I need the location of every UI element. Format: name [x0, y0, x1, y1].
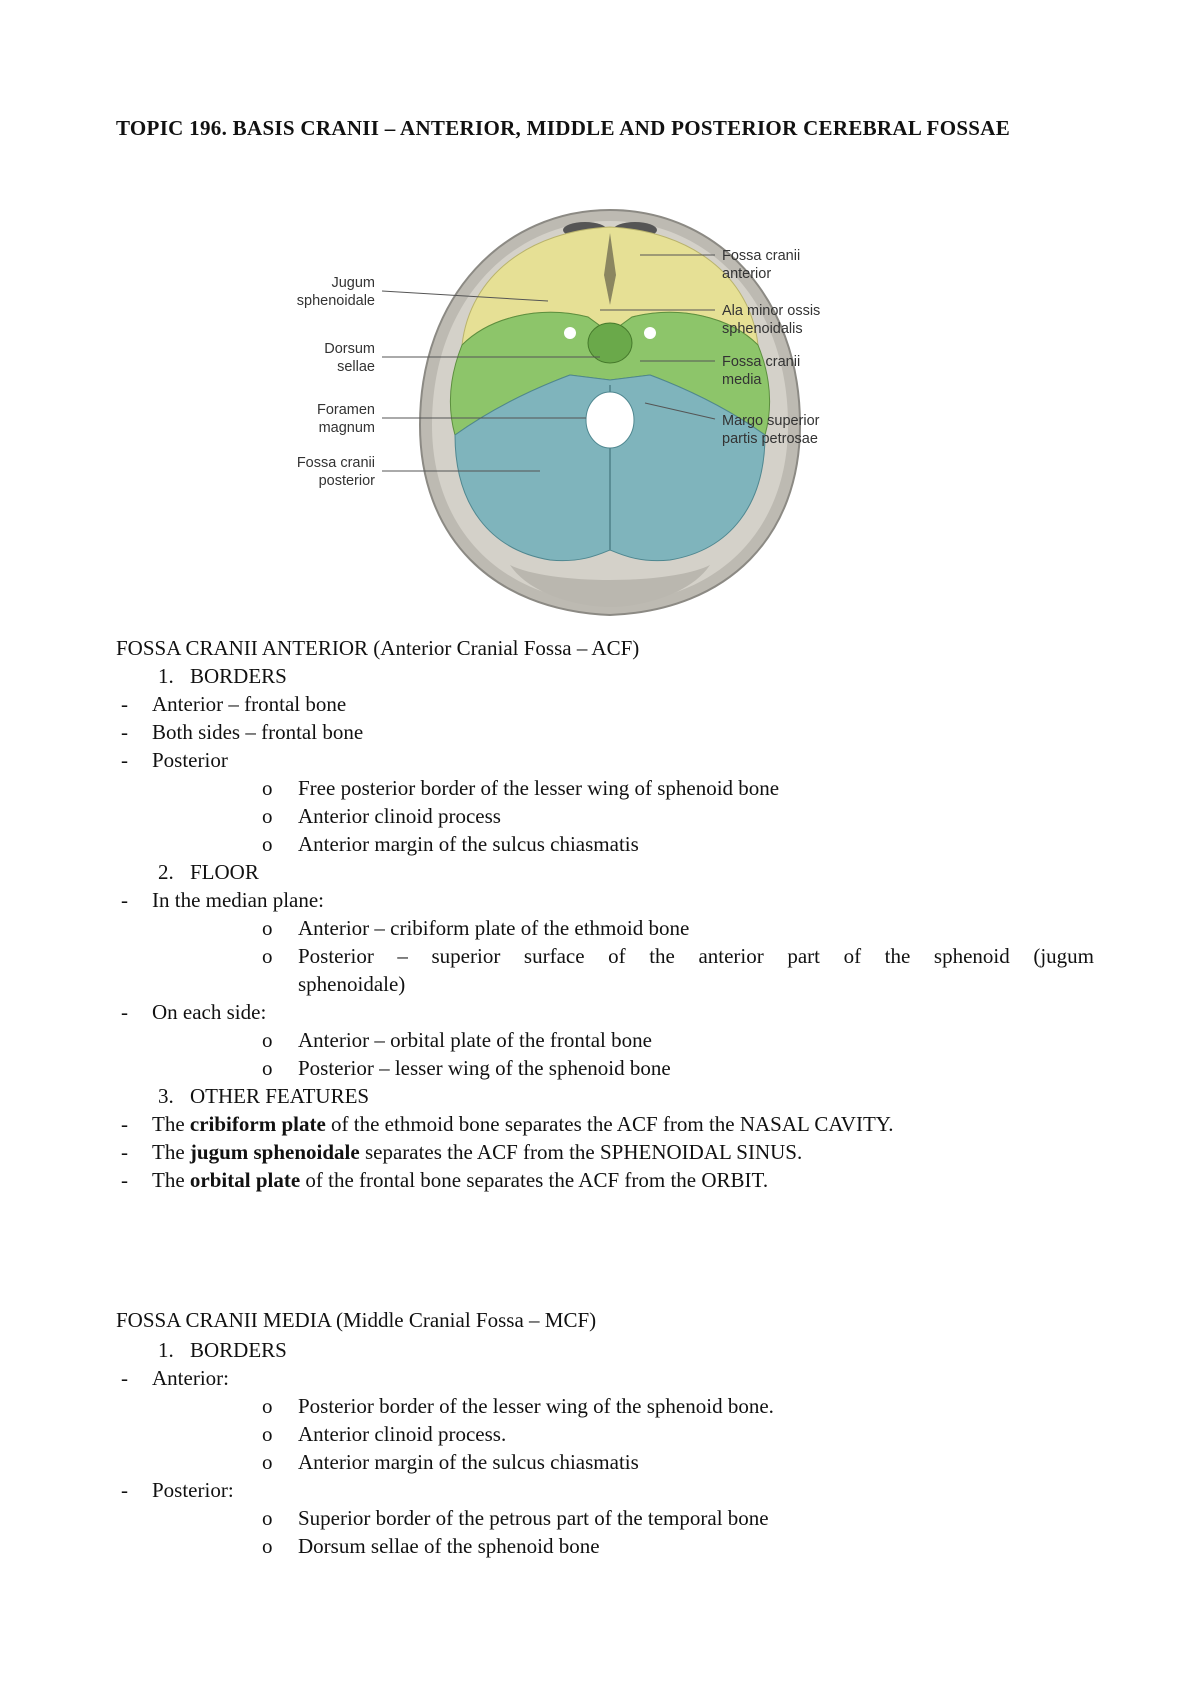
- label-margo-superior: Margo superior partis petrosae: [722, 413, 820, 447]
- list-item: On each side:: [152, 1000, 267, 1024]
- dash-marker: -: [121, 692, 128, 716]
- dash-marker: -: [121, 1112, 128, 1136]
- dash-marker: -: [121, 748, 128, 772]
- list-item: In the median plane:: [152, 888, 325, 912]
- mcf-borders-number: 1.: [158, 1338, 174, 1362]
- sub-list-item: Anterior clinoid process.: [298, 1422, 507, 1446]
- label-foramen-magnum: Foramen magnum: [316, 402, 375, 436]
- acf-borders-number: 1.: [158, 664, 174, 688]
- dash-marker: -: [121, 1140, 128, 1164]
- acf-features-number: 3.: [158, 1084, 174, 1108]
- list-item: Posterior: [152, 748, 228, 772]
- sub-list-item: Anterior margin of the sulcus chiasmatis: [298, 832, 639, 856]
- page-title: TOPIC 196. BASIS CRANII – ANTERIOR, MIDDLE AND POSTERIOR CEREBRAL FOSSAE: [116, 116, 1011, 140]
- bullet-marker: o: [262, 1028, 273, 1052]
- bullet-marker: o: [262, 832, 273, 856]
- list-item: Both sides – frontal bone: [152, 720, 364, 744]
- label-jugum-sphenoidale: Jugum sphenoidale: [296, 275, 375, 309]
- sub-list-item: Posterior – superior surface of the anterior part of the sphenoid (jugum: [298, 944, 1094, 968]
- label-fossa-cranii-media: Fossa cranii media: [722, 354, 801, 388]
- bullet-marker: o: [262, 776, 273, 800]
- sub-list-item: Anterior clinoid process: [298, 804, 501, 828]
- dash-marker: -: [121, 720, 128, 744]
- dash-marker: -: [121, 1366, 128, 1390]
- feature-item: The orbital plate of the frontal bone separates the ACF from the ORBIT.: [152, 1168, 769, 1192]
- acf-floor-label: FLOOR: [190, 860, 259, 884]
- skull-base-illustration: [296, 205, 910, 625]
- feature-item: The jugum sphenoidale separates the ACF from the SPHENOIDAL SINUS.: [152, 1140, 803, 1164]
- foramen-magnum-shape: [586, 392, 634, 448]
- bullet-marker: o: [262, 1506, 273, 1530]
- bullet-marker: o: [262, 916, 273, 940]
- bullet-marker: o: [262, 1394, 273, 1418]
- acf-floor-number: 2.: [158, 860, 174, 884]
- bullet-marker: o: [262, 1450, 273, 1474]
- label-fossa-cranii-anterior: Fossa cranii anterior: [722, 248, 801, 282]
- bullet-marker: o: [262, 1056, 273, 1080]
- sub-list-item: Anterior margin of the sulcus chiasmatis: [298, 1450, 639, 1474]
- dash-marker: -: [121, 1168, 128, 1192]
- sub-list-item-continued: sphenoidale): [298, 972, 406, 996]
- sub-list-item: Dorsum sellae of the sphenoid bone: [298, 1534, 600, 1558]
- sub-list-item: Superior border of the petrous part of the temporal bone: [298, 1506, 769, 1530]
- dash-marker: -: [121, 888, 128, 912]
- sub-list-item: Posterior border of the lesser wing of the sphenoid bone.: [298, 1394, 774, 1418]
- acf-borders-label: BORDERS: [190, 664, 287, 688]
- dash-marker: -: [121, 1478, 128, 1502]
- label-fossa-cranii-posterior: Fossa cranii posterior: [296, 455, 375, 489]
- sub-list-item: Free posterior border of the lesser wing of sphenoid bone: [298, 776, 780, 800]
- sub-list-item: Anterior – orbital plate of the frontal bone: [298, 1028, 652, 1052]
- list-item: Anterior:: [152, 1366, 229, 1390]
- acf-heading: FOSSA CRANII ANTERIOR (Anterior Cranial Fossa – ACF): [116, 636, 640, 660]
- list-item: Anterior – frontal bone: [152, 692, 347, 716]
- mcf-heading: FOSSA CRANII MEDIA (Middle Cranial Fossa – MCF): [116, 1308, 597, 1332]
- mcf-borders-label: BORDERS: [190, 1338, 287, 1362]
- bullet-marker: o: [262, 1534, 273, 1558]
- list-item: Posterior:: [152, 1478, 234, 1502]
- bullet-marker: o: [262, 1422, 273, 1446]
- bullet-marker: o: [262, 804, 273, 828]
- bullet-marker: o: [262, 944, 273, 968]
- dash-marker: -: [121, 1000, 128, 1024]
- feature-item: The cribiform plate of the ethmoid bone separates the ACF from the NASAL CAVITY.: [152, 1112, 894, 1136]
- sub-list-item: Anterior – cribiform plate of the ethmoid bone: [298, 916, 690, 940]
- label-dorsum-sellae: Dorsum sellae: [324, 341, 375, 375]
- label-ala-minor: Ala minor ossis sphenoidalis: [722, 303, 821, 337]
- sub-list-item: Posterior – lesser wing of the sphenoid bone: [298, 1056, 671, 1080]
- skull-base-figure: [296, 205, 910, 625]
- acf-features-label: OTHER FEATURES: [190, 1084, 370, 1108]
